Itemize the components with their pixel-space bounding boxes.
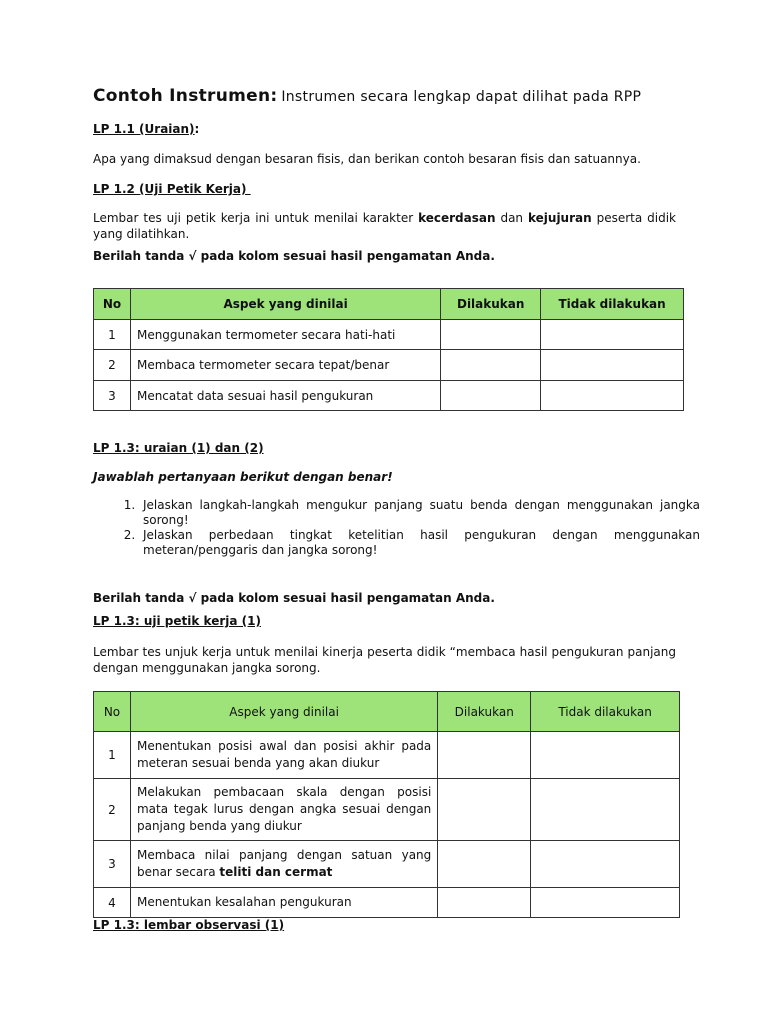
- title-rest: Instrumen secara lengkap dapat dilihat pada RPP: [281, 89, 642, 105]
- lp12-intro: [93, 210, 676, 242]
- row-aspect: Menentukan kesalahan pengukuran: [130, 888, 437, 918]
- table2-header-aspect: Aspek yang dinilai: [130, 692, 437, 732]
- checkbox-cell-not-done[interactable]: [541, 320, 684, 350]
- table1-header-no: No: [94, 289, 131, 320]
- lp12-intro-post: peserta didik yang dilatihkan.: [93, 211, 676, 241]
- lp13a-heading-line: [93, 441, 264, 455]
- lp13a-instruction: Jawablah pertanyaan berikut dengan benar!: [93, 470, 393, 484]
- row-number: 3: [94, 841, 131, 888]
- lp12-instruction: Berilah tanda √ pada kolom sesuai hasil pengamatan Anda.: [93, 249, 495, 263]
- checkbox-cell-not-done[interactable]: [531, 779, 680, 841]
- row-number: 1: [94, 732, 131, 779]
- row-number: 1: [94, 320, 131, 350]
- table-row: [94, 381, 684, 411]
- table-row: [94, 779, 680, 841]
- lp11-heading-colon: :: [194, 122, 200, 136]
- list-item: 1. Jelaskan langkah-langkah mengukur panjang suatu benda dengan menggunakan jangka sorong!: [139, 498, 700, 528]
- checkbox-cell-not-done[interactable]: [541, 350, 684, 381]
- row-number: 3: [94, 381, 131, 411]
- table1-header-aspect: Aspek yang dinilai: [130, 289, 440, 320]
- lp13b-heading: LP 1.3: uji petik kerja (1): [93, 614, 261, 628]
- lp11-heading: LP 1.1 (Uraian): [93, 122, 195, 136]
- table2-header-not-done: Tidak dilakukan: [531, 692, 680, 732]
- lp12-intro-pre: Lembar tes uji petik kerja ini untuk menilai karakter: [93, 211, 419, 225]
- assessment-table-1: [93, 288, 684, 411]
- table2-header-done: Dilakukan: [438, 692, 531, 732]
- checkbox-cell-done[interactable]: [438, 841, 531, 888]
- table-row: [94, 888, 680, 918]
- instruction-2: Berilah tanda √ pada kolom sesuai hasil pengamatan Anda.: [93, 591, 495, 605]
- row-number: 4: [94, 888, 131, 918]
- checkbox-cell-done[interactable]: [441, 320, 541, 350]
- checkbox-cell-not-done[interactable]: [531, 888, 680, 918]
- lp12-heading: LP 1.2 (Uji Petik Kerja): [93, 182, 251, 196]
- row-aspect: Menentukan posisi awal dan posisi akhir pada meteran sesuai benda yang akan diukur: [130, 732, 437, 779]
- table-row: [94, 732, 680, 779]
- document-title: [93, 86, 641, 106]
- row-aspect: Melakukan pembacaan skala dengan posisi mata tegak lurus dengan angka sesuai dengan panjang benda yang diukur: [130, 779, 437, 841]
- row-aspect: Menggunakan termometer secara hati-hati: [130, 320, 440, 350]
- checkbox-cell-done[interactable]: [438, 732, 531, 779]
- lp13a-heading: LP 1.3: uraian (1) dan (2): [93, 441, 264, 455]
- row-aspect: [130, 841, 437, 888]
- lp12-intro-bold-2: kejujuran: [527, 211, 592, 225]
- lp13b-heading-line: [93, 614, 261, 628]
- checkbox-cell-not-done[interactable]: [531, 841, 680, 888]
- question-list: [115, 498, 700, 558]
- row-aspect-text: Membaca nilai panjang dengan satuan yang benar secara: [136, 848, 432, 879]
- lp11-heading-line: [93, 122, 199, 136]
- checkbox-cell-not-done[interactable]: [531, 732, 680, 779]
- table1-header-not-done: Tidak dilakukan: [541, 289, 684, 320]
- table-row: [94, 350, 684, 381]
- table1-header-row: [94, 289, 684, 320]
- table2-header-row: [94, 692, 680, 732]
- row-aspect: Mencatat data sesuai hasil pengukuran: [130, 381, 440, 411]
- table2-header-no: No: [94, 692, 131, 732]
- lp12-intro-bold-1: kecerdasan: [418, 211, 496, 225]
- lp12-heading-line: [93, 182, 251, 196]
- checkbox-cell-done[interactable]: [438, 779, 531, 841]
- lp13c-heading-line: [93, 918, 284, 932]
- table-row: [94, 320, 684, 350]
- table1-header-done: Dilakukan: [441, 289, 541, 320]
- checkbox-cell-done[interactable]: [441, 350, 541, 381]
- lp13c-heading: LP 1.3: lembar observasi (1): [93, 918, 285, 932]
- checkbox-cell-done[interactable]: [441, 381, 541, 411]
- checkbox-cell-done[interactable]: [438, 888, 531, 918]
- table-row: [94, 841, 680, 888]
- assessment-table-2: [93, 691, 680, 918]
- row-aspect: Membaca termometer secara tepat/benar: [130, 350, 440, 381]
- lp13b-intro: Lembar tes unjuk kerja untuk menilai kinerja peserta didik “membaca hasil pengukuran panjang dengan menggunakan jangka sorong.: [93, 645, 676, 675]
- list-item: 2. Jelaskan perbedaan tingkat ketelitian hasil pengukuran dengan menggunakan meteran/penggaris dan jangka sorong!: [139, 528, 700, 558]
- lp11-question: Apa yang dimaksud dengan besaran fisis, dan berikan contoh besaran fisis dan satuannya.: [93, 152, 641, 166]
- lp12-intro-mid: dan: [495, 211, 528, 225]
- row-number: 2: [94, 779, 131, 841]
- document-page: [93, 0, 700, 1024]
- title-bold: Contoh Instrumen:: [93, 86, 278, 106]
- checkbox-cell-not-done[interactable]: [541, 381, 684, 411]
- row-number: 2: [94, 350, 131, 381]
- row-aspect-bold: teliti dan cermat: [219, 865, 333, 879]
